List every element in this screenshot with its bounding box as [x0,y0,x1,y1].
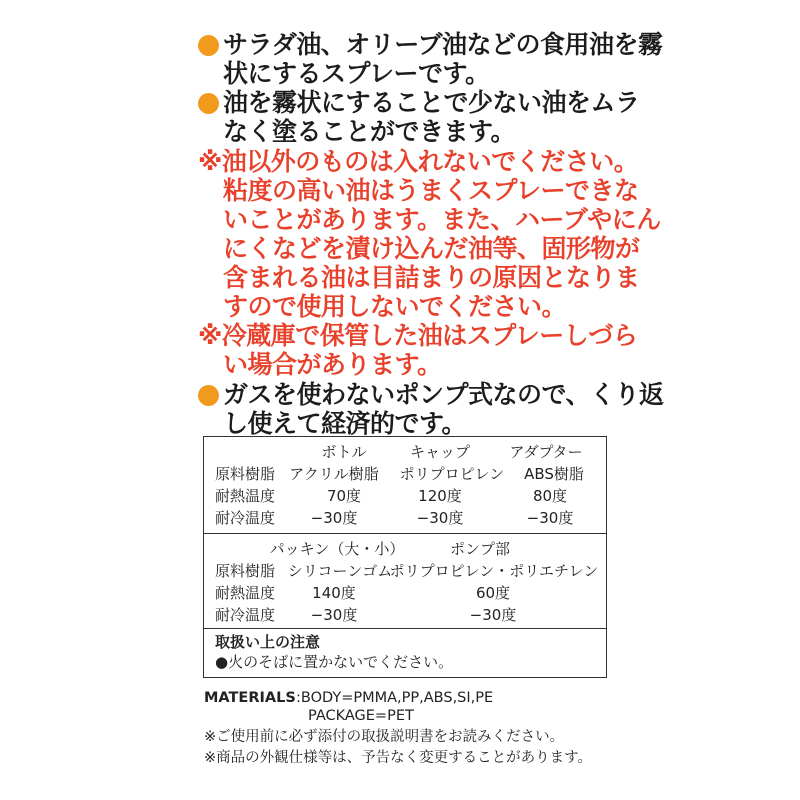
value-adapter-heat: 80度 [532,487,568,505]
value-cap-cold: −30度 [416,509,464,527]
value-pump-material: ポリプロピレン・ポリエチレン [389,562,599,580]
value-cap-material: ポリプロピレン [399,465,505,483]
header-bottle: ボトル [321,443,367,461]
materials-line-2: PACKAGE=PET [308,708,414,724]
materials-label: MATERIALS [204,690,296,706]
value-bottle-material: アクリル樹脂 [289,465,379,483]
value-pump-heat: 60度 [475,584,511,602]
row-label-heat: 耐熱温度 [215,487,276,505]
feature-3-line-2: し使えて経済的です。 [223,409,467,438]
warning-1-line-4: にくなどを漬け込んだ油等、固形物が [223,234,640,263]
caution-text: ●火のそばに置かないでください。 [215,653,454,671]
warning-2-line-2: い場合があります。 [223,350,442,379]
table-divider [204,628,606,629]
row-label-cold: 耐冷温度 [215,509,276,527]
row-label-heat: 耐熱温度 [215,584,276,602]
feature-2-line-2: なく塗ることができます。 [223,117,516,146]
warning-1-line-3: いことがあります。また、ハーブやにん [223,205,661,234]
row-label-cold: 耐冷温度 [215,606,276,624]
warning-1-line-1: ※油以外のものは入れないでください。 [198,147,639,176]
feature-3-line-1: ガスを使わないポンプ式なので、くり返 [223,380,664,409]
bullet-dot-icon [198,385,219,406]
header-cap: キャップ [409,443,471,461]
header-packing: パッキン（大・小） [269,540,405,558]
caution-title: 取扱い上の注意 [215,633,321,651]
value-packing-material: シリコーンゴム [287,562,393,580]
feature-2-line-1: 油を霧状にすることで少ない油をムラ [223,88,640,117]
materials-line-1: :BODY=PMMA,PP,ABS,SI,PE [296,690,494,706]
header-adapter: アダプター [509,443,583,461]
value-packing-cold: −30度 [310,606,358,624]
bullet-dot-icon [198,93,219,114]
warning-1-line-5: 含まれる油は目詰まりの原因となりま [223,263,640,292]
row-label-material: 原料樹脂 [215,562,276,580]
value-pump-cold: −30度 [469,606,517,624]
value-packing-heat: 140度 [312,584,356,602]
value-bottle-cold: −30度 [310,509,358,527]
warning-1-line-6: すので使用しないでください。 [223,292,567,321]
value-adapter-cold: −30度 [526,509,574,527]
warning-2-line-1: ※冷蔵庫で保管した油はスプレーしづら [198,321,638,350]
header-pump: ポンプ部 [449,540,511,558]
bullet-dot-icon [198,35,219,56]
warning-1-line-2: 粘度の高い油はうまくスプレーできな [223,176,639,205]
row-label-material: 原料樹脂 [215,465,276,483]
feature-1-line-2: 状にするスプレーです。 [223,59,490,88]
value-adapter-material: ABS樹脂 [524,465,584,483]
feature-1-line-1: サラダ油、オリーブ油などの食用油を霧 [223,30,663,59]
value-bottle-heat: 70度 [326,487,362,505]
value-cap-heat: 120度 [418,487,462,505]
footnote-1: ※ご使用前に必ず添付の取扱説明書をお読みください。 [204,729,565,745]
spec-table [203,436,607,678]
footnote-2: ※商品の外観仕様等は、予告なく変更することがあります。 [204,750,592,766]
table-divider [204,533,606,534]
